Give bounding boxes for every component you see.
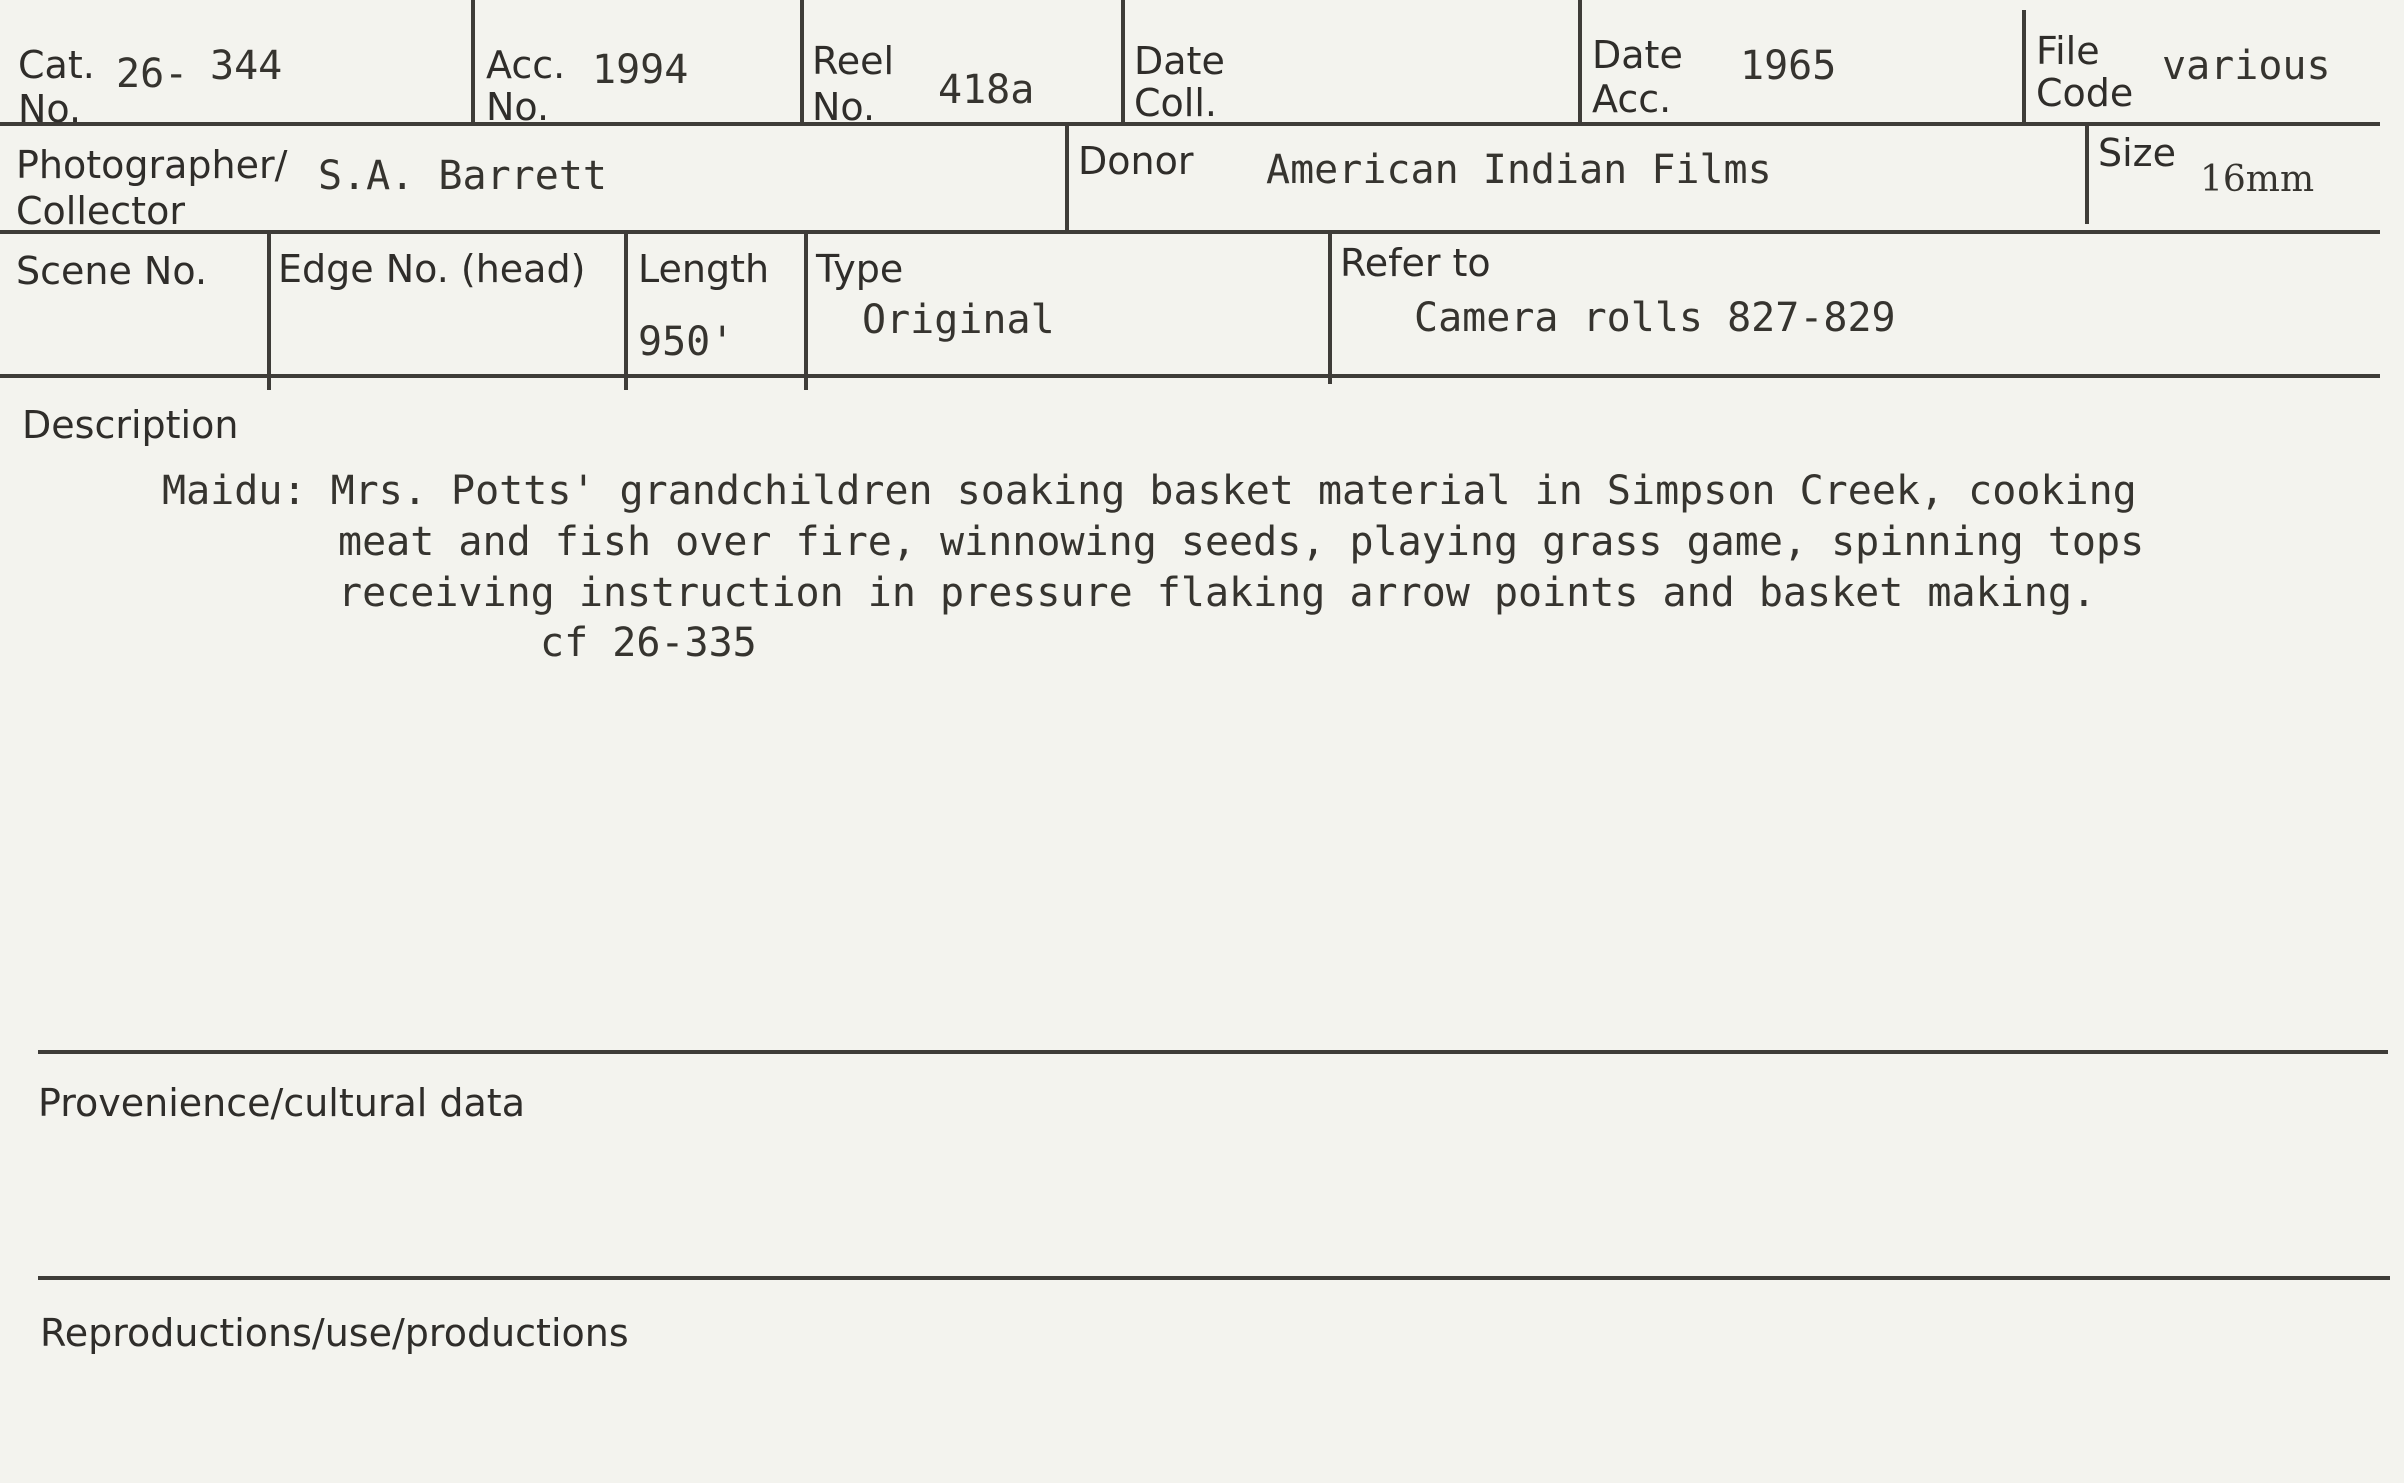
- divider-acc-reel: [800, 0, 804, 124]
- divider-dateacc-filecode: [2022, 10, 2026, 124]
- description-line: receiving instruction in pressure flaking arrow points and basket making.: [338, 570, 2096, 616]
- size-label: Size: [2098, 131, 2177, 175]
- rule-row2-bottom: [0, 230, 2380, 234]
- provenience-label: Provenience/cultural data: [38, 1081, 525, 1125]
- type-value: Original: [862, 297, 1055, 343]
- description-line: cf 26-335: [540, 620, 757, 666]
- cat-no-prefix: 26-: [116, 51, 189, 97]
- date-acc-label-1: Date: [1592, 33, 1683, 77]
- divider-photographer-donor: [1065, 124, 1069, 232]
- acc-no-value: 1994: [592, 47, 689, 93]
- refer-to-value: Camera rolls 827-829: [1414, 295, 1896, 341]
- type-label: Type: [816, 247, 904, 291]
- reel-no-label-2: No.: [812, 85, 876, 129]
- reel-no-label-1: Reel: [812, 39, 895, 83]
- divider-scene-edge: [267, 232, 271, 390]
- file-code-label-2: Code: [2036, 71, 2134, 115]
- photographer-label-2: Collector: [16, 189, 185, 233]
- scene-no-label: Scene No.: [16, 249, 208, 293]
- reproductions-label: Reproductions/use/productions: [40, 1311, 629, 1355]
- cat-no-label-2: No.: [18, 87, 82, 131]
- divider-type-refer: [1328, 232, 1332, 384]
- date-coll-label-2: Coll.: [1134, 81, 1217, 125]
- photographer-value: S.A. Barrett: [318, 153, 607, 199]
- cat-no-label-1: Cat.: [18, 43, 95, 87]
- rule-reproductions-top: [38, 1276, 2390, 1280]
- date-coll-label-1: Date: [1134, 39, 1225, 83]
- donor-value: American Indian Films: [1266, 147, 1772, 193]
- file-code-value: various: [2162, 43, 2331, 89]
- acc-no-label-2: No.: [486, 85, 550, 129]
- edge-no-label: Edge No. (head): [278, 247, 586, 291]
- length-label: Length: [638, 247, 770, 291]
- refer-to-label: Refer to: [1340, 241, 1491, 285]
- size-value: 16mm: [2200, 159, 2315, 200]
- length-value: 950': [638, 319, 735, 365]
- divider-length-type: [804, 232, 808, 390]
- description-line: Maidu: Mrs. Potts' grandchildren soaking basket material in Simpson Creek, cooking: [162, 468, 2137, 514]
- photographer-label-1: Photographer/: [16, 143, 288, 187]
- rule-provenience-top: [38, 1050, 2388, 1054]
- divider-cat-acc: [471, 0, 475, 124]
- reel-no-value: 418a: [938, 67, 1035, 113]
- divider-reel-datecoll: [1121, 0, 1125, 124]
- date-acc-value: 1965: [1740, 43, 1837, 89]
- description-label: Description: [22, 403, 239, 447]
- rule-row3-bottom: [0, 374, 2380, 378]
- cat-no-value: 344: [210, 43, 283, 89]
- description-line: meat and fish over fire, winnowing seeds, playing grass game, spinning tops: [338, 519, 2145, 565]
- file-code-label-1: File: [2036, 29, 2100, 73]
- divider-datecoll-dateacc: [1578, 0, 1582, 124]
- divider-edge-length: [624, 232, 628, 390]
- divider-donor-size: [2085, 124, 2089, 224]
- donor-label: Donor: [1078, 139, 1194, 183]
- date-acc-label-2: Acc.: [1592, 77, 1672, 121]
- acc-no-label-1: Acc.: [486, 43, 566, 87]
